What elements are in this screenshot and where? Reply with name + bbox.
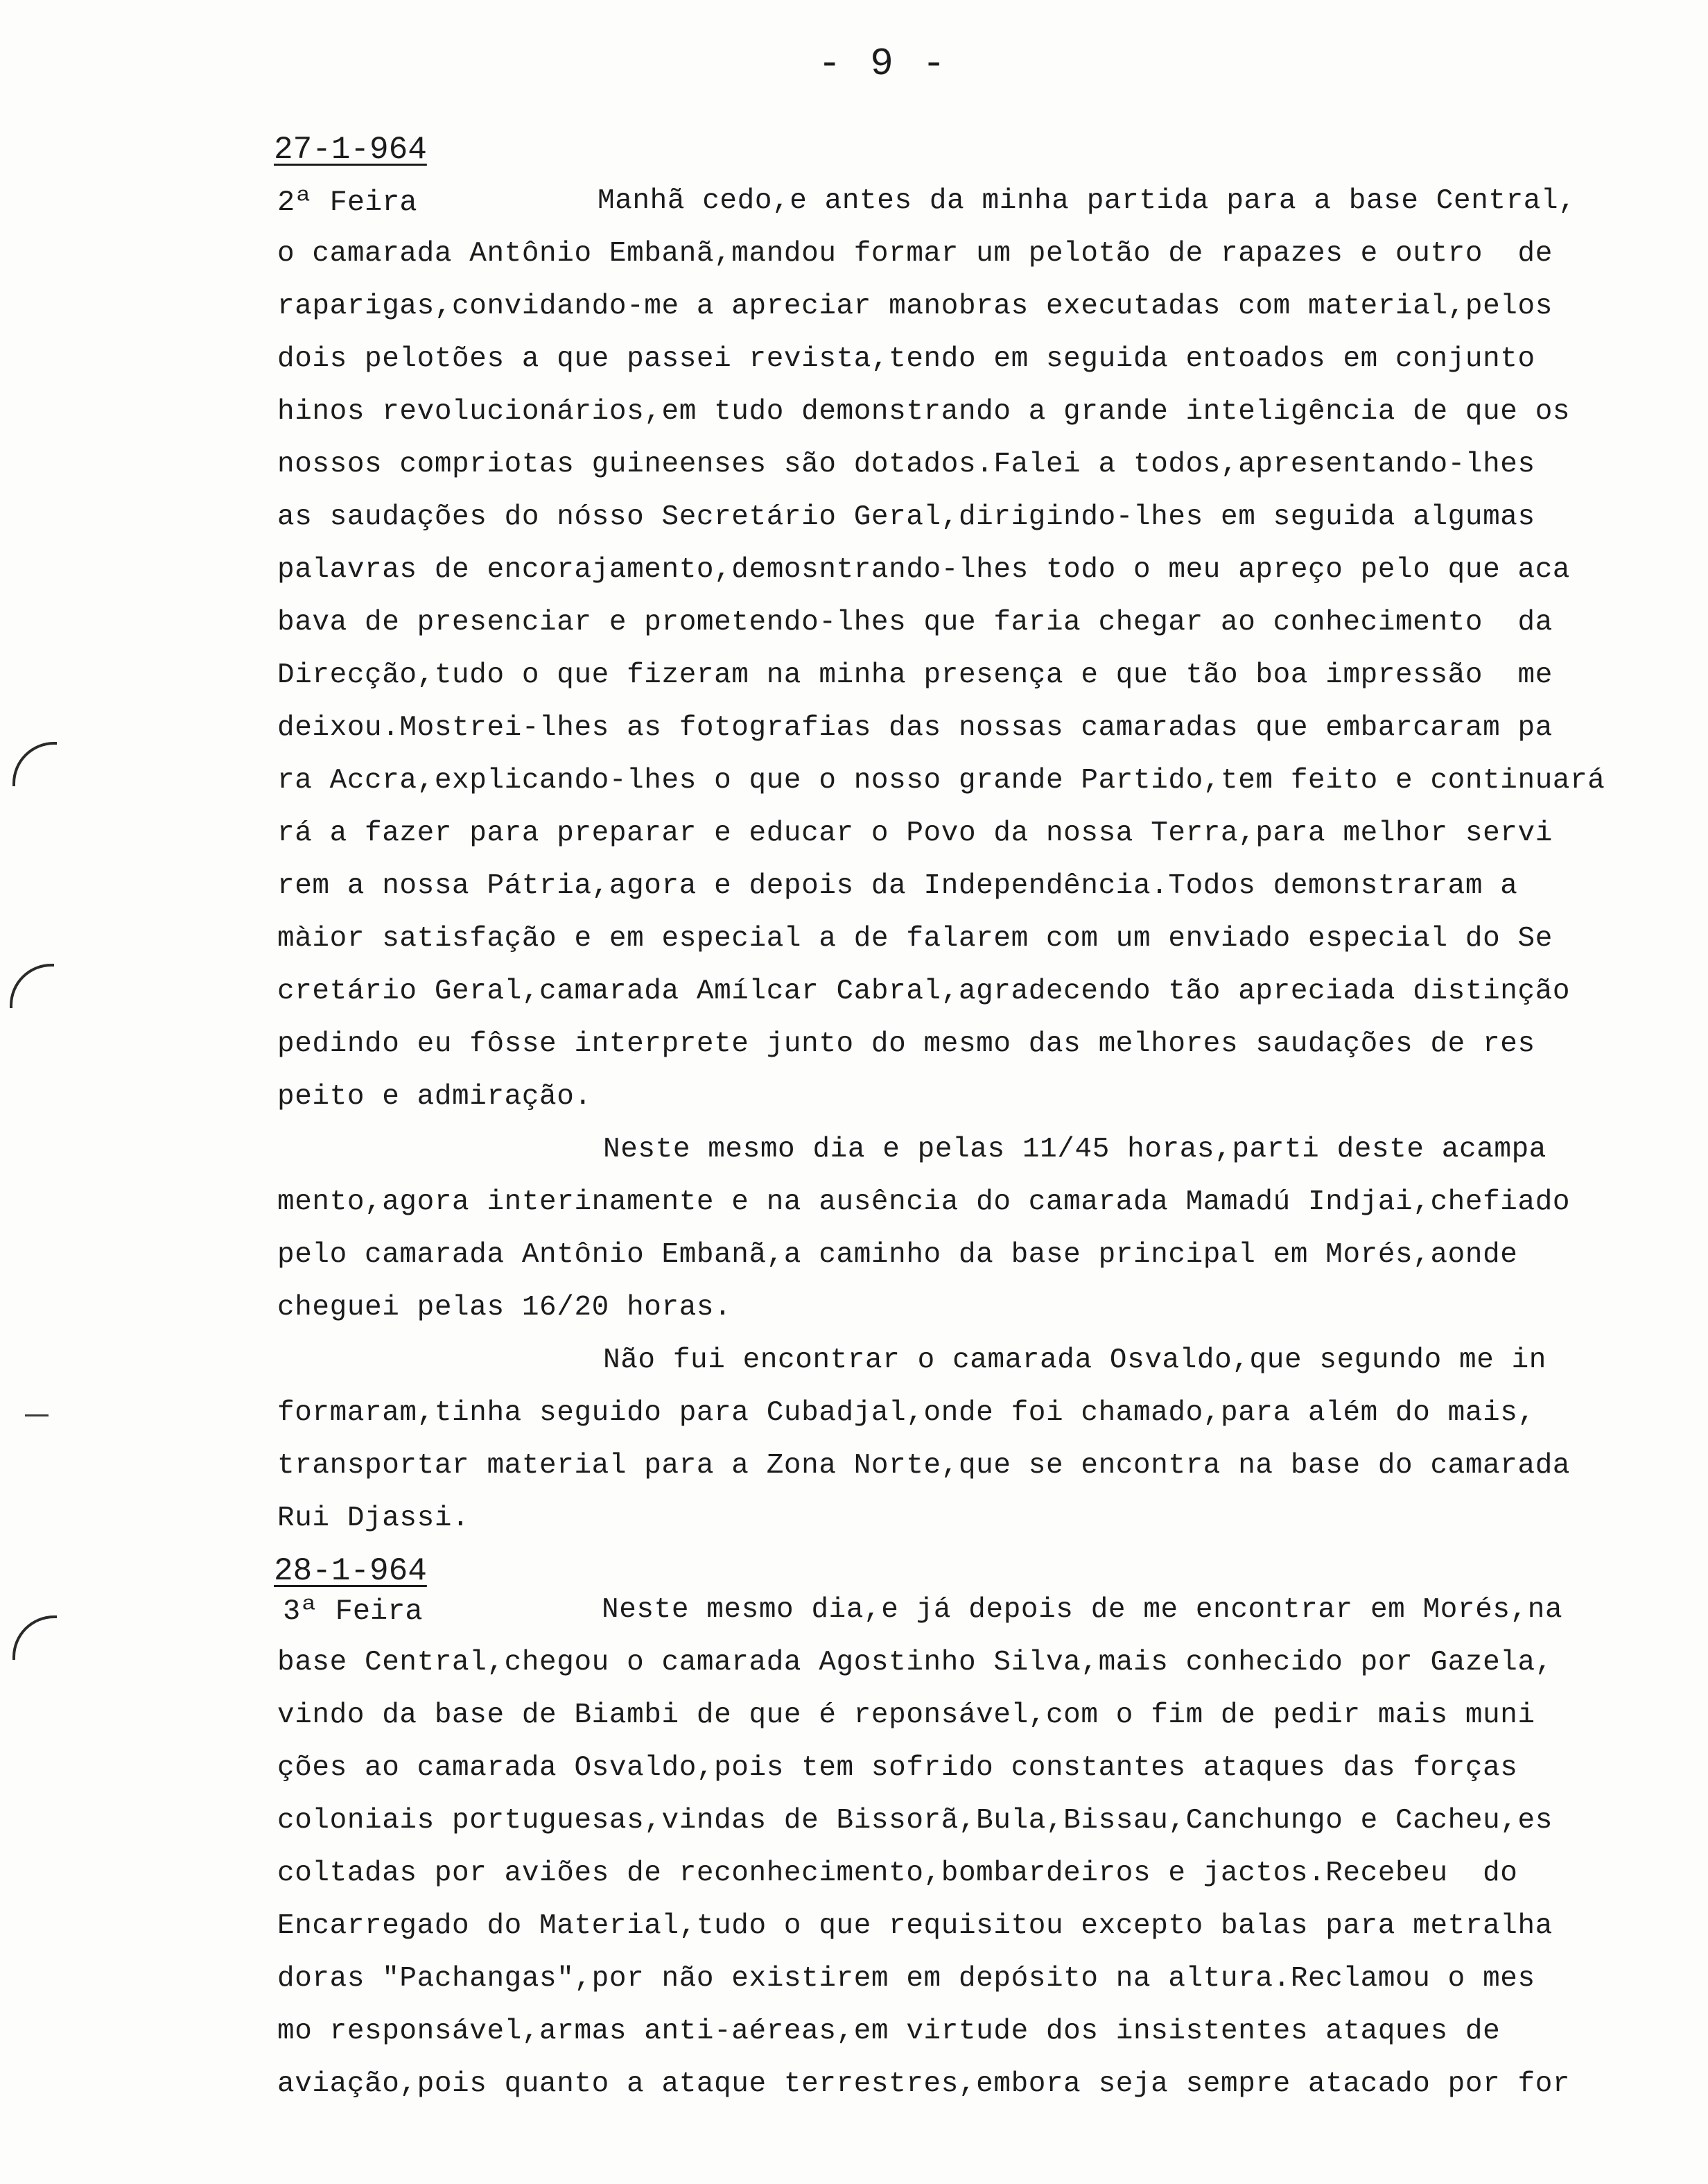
margin-mark (12, 742, 57, 786)
text-line: Não fui encontrar o camarada Osvaldo,que segundo me in (603, 1344, 1547, 1376)
margin-dash (25, 1414, 49, 1416)
text-line: o camarada Antônio Embanã,mandou formar um pelotão de rapazes e outro de (277, 238, 1553, 270)
text-line: Neste mesmo dia,e já depois de me encontrar em Morés,na (602, 1594, 1563, 1626)
text-line: doras "Pachangas",por não existirem em depósito na altura.Reclamou o mes (277, 1963, 1535, 1995)
margin-mark (12, 1615, 57, 1660)
text-line: dois pelotões a que passei revista,tendo em seguida entoados em conjunto (277, 343, 1535, 375)
text-line: coloniais portuguesas,vindas de Bissorã,Bula,Bissau,Canchungo e Cacheu,es (277, 1805, 1553, 1837)
text-line: mo responsável,armas anti-aéreas,em virtude dos insistentes ataques de (277, 2016, 1501, 2047)
text-line: palavras de encorajamento,demosntrando-lhes todo o meu apreço pelo que aca (277, 554, 1571, 586)
text-line: ra Accra,explicando-lhes o que o nosso grande Partido,tem feito e continuará (277, 765, 1605, 797)
entry-date: 27-1-964 (274, 132, 427, 168)
text-line: màior satisfação e em especial a de falarem com um enviado especial do Se (277, 923, 1553, 955)
text-line: as saudações do nósso Secretário Geral,dirigindo-lhes em seguida algumas (277, 501, 1535, 533)
text-line: rá a fazer para preparar e educar o Povo da nossa Terra,para melhor servi (277, 817, 1553, 849)
text-line: mento,agora interinamente e na ausência do camarada Mamadú Indjai,chefiado (277, 1186, 1571, 1218)
text-line: base Central,chegou o camarada Agostinho Silva,mais conhecido por Gazela, (277, 1647, 1553, 1679)
text-line: pedindo eu fôsse interprete junto do mesmo das melhores saudações de res (277, 1028, 1535, 1060)
text-line: cretário Geral,camarada Amílcar Cabral,agradecendo tão apreciada distinção (277, 976, 1571, 1007)
text-line: rem a nossa Pátria,agora e depois da Independência.Todos demonstraram a (277, 870, 1518, 902)
entry-day: 3ª Feira (283, 1595, 423, 1628)
text-line: hinos revolucionários,em tudo demonstrando a grande inteligência de que os (277, 396, 1571, 428)
text-line: vindo da base de Biambi de que é reponsável,com o fim de pedir mais muni (277, 1699, 1535, 1731)
text-line: transportar material para a Zona Norte,que se encontra na base do camarada (277, 1450, 1571, 1482)
text-line: Neste mesmo dia e pelas 11/45 horas,parti deste acampa (603, 1134, 1547, 1165)
text-line: cheguei pelas 16/20 horas. (277, 1292, 732, 1324)
text-line: peito e admiração. (277, 1081, 592, 1113)
text-line: Rui Djassi. (277, 1502, 470, 1534)
text-line: bava de presenciar e prometendo-lhes que faria chegar ao conhecimento da (277, 607, 1553, 639)
text-line: Encarregado do Material,tudo o que requisitou excepto balas para metralha (277, 1910, 1553, 1942)
text-line: aviação,pois quanto a ataque terrestres,embora seja sempre atacado por for (277, 2068, 1571, 2100)
text-line: coltadas por aviões de reconhecimento,bombardeiros e jactos.Recebeu do (277, 1857, 1518, 1889)
text-line: nossos compriotas guineenses são dotados.Falei a todos,apresentando-lhes (277, 449, 1535, 480)
text-line: Manhã cedo,e antes da minha partida para a base Central, (598, 185, 1576, 217)
text-line: deixou.Mostrei-lhes as fotografias das nossas camaradas que embarcaram pa (277, 712, 1553, 744)
text-line: ções ao camarada Osvaldo,pois tem sofrido constantes ataques das forças (277, 1752, 1518, 1784)
entry-day: 2ª Feira (277, 186, 417, 219)
text-line: pelo camarada Antônio Embanã,a caminho da base principal em Morés,aonde (277, 1239, 1518, 1271)
margin-mark (10, 964, 54, 1008)
text-line: Direcção,tudo o que fizeram na minha presença e que tão boa impressão me (277, 659, 1553, 691)
text-line: raparigas,convidando-me a apreciar manobras executadas com material,pelos (277, 291, 1553, 322)
entry-date: 28-1-964 (274, 1553, 427, 1589)
text-line: formaram,tinha seguido para Cubadjal,onde foi chamado,para além do mais, (277, 1397, 1535, 1429)
page-number: - 9 - (818, 42, 949, 86)
